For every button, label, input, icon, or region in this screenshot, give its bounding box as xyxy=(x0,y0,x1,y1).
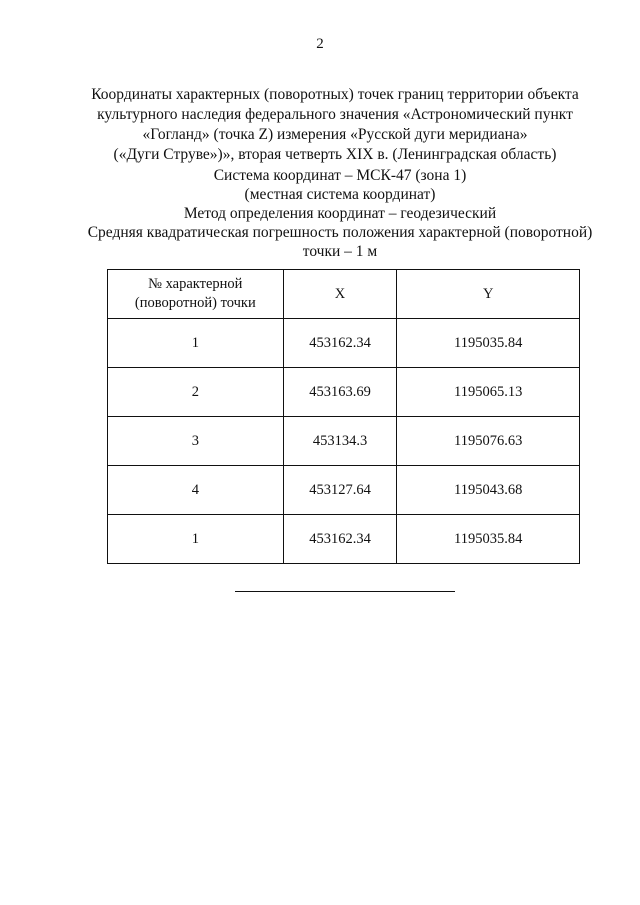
coordinate-system-line: Система координат – МСК-47 (зона 1) xyxy=(213,167,467,184)
closing-rule xyxy=(235,591,455,592)
cell-point: 2 xyxy=(108,368,284,417)
title-line: «Гогланд» (точка Z) измерения «Русской дуги меридиана» xyxy=(142,126,528,143)
accuracy-line: Средняя квадратическая погрешность положения характерной (поворотной) xyxy=(87,224,593,241)
cell-x: 453127.64 xyxy=(283,466,397,515)
table-row xyxy=(108,466,580,515)
method-line: Метод определения координат – геодезический xyxy=(183,205,497,222)
cell-y: 1195065.13 xyxy=(397,368,580,417)
header-x: X xyxy=(283,270,397,319)
cell-point: 1 xyxy=(108,319,284,368)
page-number: 2 xyxy=(316,36,324,52)
header-y: Y xyxy=(397,270,580,319)
coordinate-system-note: (местная система координат) xyxy=(244,186,436,203)
table-header-row xyxy=(108,270,580,319)
cell-point: 4 xyxy=(108,466,284,515)
header-point-number xyxy=(108,270,284,319)
title-line: культурного наследия федерального значения «Астрономический пункт xyxy=(97,106,573,123)
title-line: («Дуги Струве»)», вторая четверть XIX в. (Ленинградская область) xyxy=(113,146,557,163)
title-line: Координаты характерных (поворотных) точек границ территории объекта xyxy=(91,86,579,103)
coordinate-system-info xyxy=(60,166,620,261)
table-row xyxy=(108,417,580,466)
cell-y: 1195043.68 xyxy=(397,466,580,515)
cell-y: 1195035.84 xyxy=(397,515,580,564)
cell-x: 453162.34 xyxy=(283,319,397,368)
accuracy-value-line: точки – 1 м xyxy=(302,243,378,260)
header-point-line1: № характерной xyxy=(148,276,243,292)
cell-x: 453134.3 xyxy=(283,417,397,466)
cell-y: 1195035.84 xyxy=(397,319,580,368)
cell-x: 453162.34 xyxy=(283,515,397,564)
table-row xyxy=(108,319,580,368)
table-row xyxy=(108,368,580,417)
document-title xyxy=(70,85,600,165)
coordinates-table xyxy=(107,269,580,564)
header-point-line2: (поворотной) точки xyxy=(134,295,256,311)
cell-x: 453163.69 xyxy=(283,368,397,417)
table-row xyxy=(108,515,580,564)
cell-y: 1195076.63 xyxy=(397,417,580,466)
cell-point: 1 xyxy=(108,515,284,564)
cell-point: 3 xyxy=(108,417,284,466)
